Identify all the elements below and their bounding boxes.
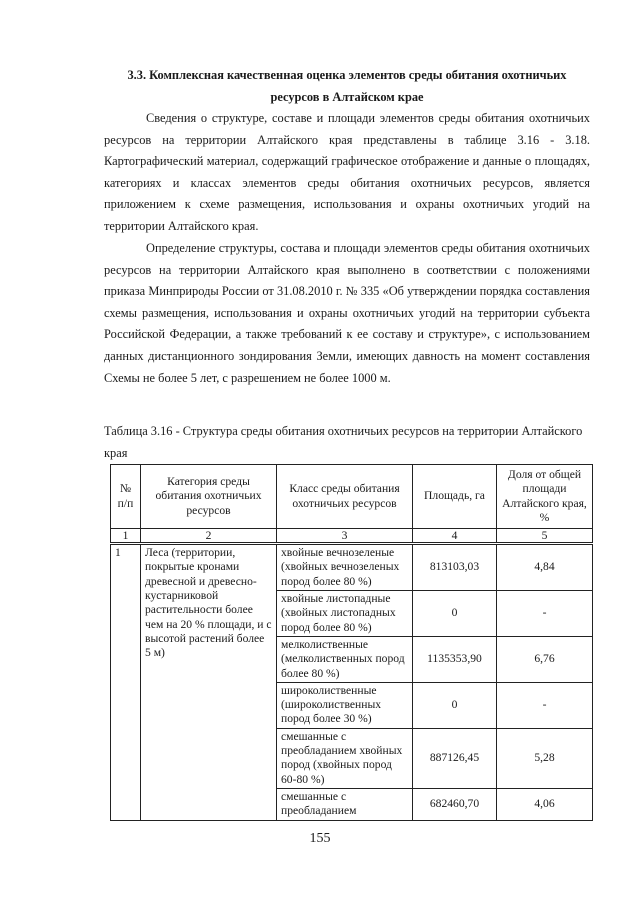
row-area: 887126,45 xyxy=(413,728,497,788)
habitat-structure-table xyxy=(110,464,593,821)
row-area: 682460,70 xyxy=(413,788,497,820)
row-class: смешанные с преобладанием хвойных пород (хвойных пород 60-80 %) xyxy=(277,728,413,788)
header-number: № п/п xyxy=(111,465,141,529)
header-area: Площадь, га xyxy=(413,465,497,529)
table-caption: Таблица 3.16 - Структура среды обитания охотничьих ресурсов на территории Алтайского края xyxy=(104,424,583,460)
section-heading xyxy=(104,64,590,108)
row-number: 1 xyxy=(111,544,141,820)
column-number: 3 xyxy=(277,529,413,544)
header-category: Категория среды обитания охотничьих ресурсов xyxy=(141,465,277,529)
row-class: хвойные листопадные (хвойных листопадных пород более 80 %) xyxy=(277,591,413,637)
row-share: - xyxy=(497,682,593,728)
row-area: 0 xyxy=(413,682,497,728)
table-row xyxy=(111,544,593,591)
row-area: 813103,03 xyxy=(413,544,497,591)
row-share: 5,28 xyxy=(497,728,593,788)
row-class: смешанные с преобладанием xyxy=(277,788,413,820)
column-number: 5 xyxy=(497,529,593,544)
page-number: 155 xyxy=(309,831,331,846)
paragraph-1: Сведения о структуре, составе и площади элементов среды обитания охотничьих ресурсов на территории Алтайского края представлены в таблице 3.16 - 3.18. Картографический материал, содержащий графическое отображение и данные о площадях, категориях и классах элементов среды обитания охотничьих ресурсов, является приложением к схеме размещения, использования и охраны охотничьих угодий на территории Алтайского края. xyxy=(104,111,590,233)
row-category: Леса (территории, покрытые кронами древесной и древесно-кустарниковой растительности более чем на 20 % площади, и с высотой растений более 5 м) xyxy=(141,544,277,820)
table-header-row xyxy=(111,465,593,529)
heading-line-2: ресурсов в Алтайском крае xyxy=(270,90,424,104)
row-area: 1135353,90 xyxy=(413,636,497,682)
row-share: 6,76 xyxy=(497,636,593,682)
paragraph-2: Определение структуры, состава и площади элементов среды обитания охотничьих ресурсов на территории Алтайского края выполнено в соответствии с положениями приказа Минприроды России от 31.08.2010 г. № 335 «Об утверждении порядка составления схемы размещения, использования и охраны охотничьих угодий на территории субъекта Российской Федерации, а также требований к ее составу и структуре», с использованием данных дистанционного зондирования Земли, имеющих давность на момент составления Схемы не более 5 лет, с разрешением не более 1000 м. xyxy=(104,241,590,385)
column-number: 2 xyxy=(141,529,277,544)
row-share: 4,06 xyxy=(497,788,593,820)
row-class: мелколиственные (мелколиственных пород более 80 %) xyxy=(277,636,413,682)
row-class: широколиственные (широколиственных пород более 30 %) xyxy=(277,682,413,728)
row-class: хвойные вечнозеленые (хвойных вечнозеленых пород более 80 %) xyxy=(277,544,413,591)
header-class: Класс среды обитания охотничьих ресурсов xyxy=(277,465,413,529)
row-share: 4,84 xyxy=(497,544,593,591)
column-number-row xyxy=(111,529,593,544)
heading-line-1: 3.3. Комплексная качественная оценка элементов среды обитания охотничьих xyxy=(127,68,567,82)
header-share: Доля от общей площади Алтайского края, % xyxy=(497,465,593,529)
column-number: 4 xyxy=(413,529,497,544)
row-area: 0 xyxy=(413,591,497,637)
row-share: - xyxy=(497,591,593,637)
column-number: 1 xyxy=(111,529,141,544)
